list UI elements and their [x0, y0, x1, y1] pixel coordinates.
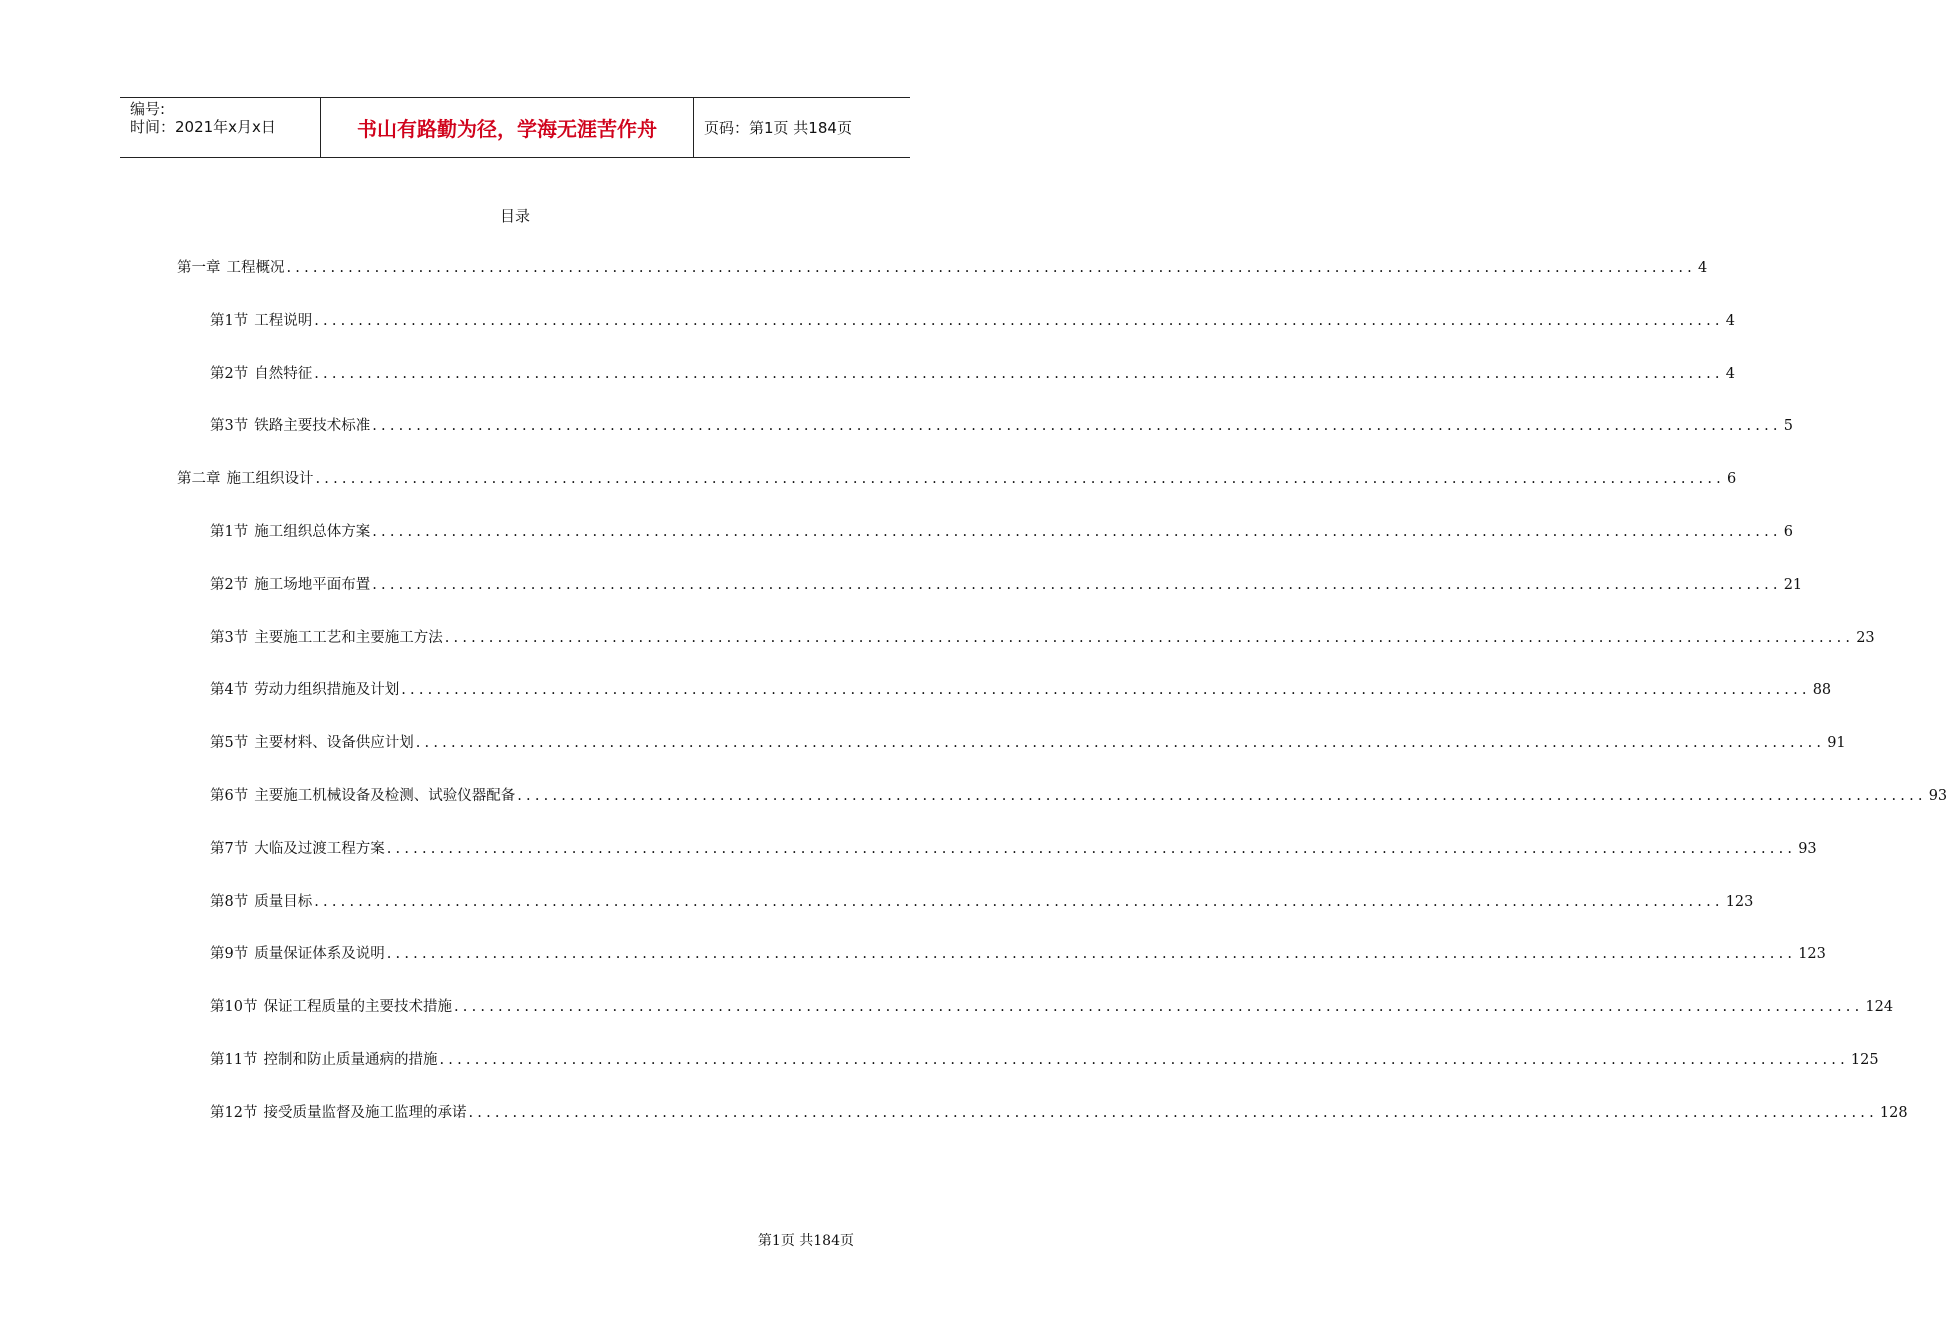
toc-leader-dots: ................................................................................................................................................................ — [415, 735, 1826, 751]
toc-entry-label — [210, 785, 515, 807]
toc-entry-page: 91 — [1827, 735, 1846, 751]
header-page-info: 页码：第1页 共184页 — [704, 119, 852, 137]
toc-section-entry[interactable] — [210, 521, 1793, 543]
toc-leader-dots: ................................................................................................................................................................ — [439, 1052, 1849, 1068]
toc-entry-number: 第3节 — [210, 418, 249, 434]
toc-leader-dots: ................................................................................................................................................................ — [314, 894, 1724, 910]
toc-entry-number: 第6节 — [210, 788, 249, 804]
toc-chapter-entry[interactable] — [177, 257, 1708, 279]
header-motto: 书山有路勤为径，学海无涯苦作舟 — [321, 98, 694, 157]
toc-leader-dots: ................................................................................................................................................................ — [468, 1105, 1878, 1121]
toc-section-entry[interactable] — [210, 627, 1875, 649]
toc-entry-label — [210, 996, 452, 1018]
toc-entry-label — [210, 943, 385, 965]
toc-entry-title: 铁路主要技术标准 — [254, 418, 371, 434]
toc-entry-label — [210, 363, 312, 385]
toc-leader-dots: ................................................................................................................................................................ — [286, 260, 1696, 276]
toc-entry-number: 第7节 — [210, 841, 249, 857]
toc-entry-title: 质量目标 — [254, 894, 313, 910]
toc-entry-label — [210, 679, 399, 701]
toc-entry-label — [177, 468, 314, 490]
number-label: 编号: — [130, 100, 166, 118]
toc-section-entry[interactable] — [210, 574, 1803, 596]
toc-entry-page: 4 — [1697, 260, 1708, 276]
toc-entry-page: 93 — [1928, 788, 1947, 804]
toc-entry-title: 主要施工工艺和主要施工方法 — [254, 630, 443, 646]
toc-entry-number: 第12节 — [210, 1105, 258, 1121]
toc-entry-page: 4 — [1725, 313, 1735, 329]
toc-entry-title: 保证工程质量的主要技术措施 — [263, 999, 452, 1015]
toc-leader-dots: ................................................................................................................................................................ — [314, 366, 1724, 382]
toc-title: 目录 — [499, 207, 530, 225]
toc-entry-title: 劳动力组织措施及计划 — [254, 682, 400, 698]
toc-section-entry[interactable] — [210, 943, 1826, 965]
toc-entry-label — [210, 1102, 466, 1124]
toc-entry-number: 第5节 — [210, 735, 249, 751]
toc-entry-page: 88 — [1812, 682, 1832, 698]
toc-entry-number: 第1节 — [210, 524, 249, 540]
toc-entry-page: 23 — [1856, 630, 1875, 646]
toc-section-entry[interactable] — [210, 891, 1754, 913]
toc-leader-dots: ................................................................................................................................................................ — [372, 524, 1782, 540]
toc-entry-title: 施工组织设计 — [226, 471, 314, 487]
toc-entry-number: 第10节 — [210, 999, 258, 1015]
toc-leader-dots: ................................................................................................................................................................ — [517, 788, 1927, 804]
toc-entry-page: 6 — [1783, 524, 1793, 540]
toc-entry-page: 6 — [1726, 471, 1737, 487]
toc-entry-title: 自然特征 — [254, 366, 313, 382]
toc-entry-title: 工程说明 — [254, 313, 313, 329]
toc-entry-label — [210, 1049, 437, 1071]
toc-section-entry[interactable] — [210, 415, 1793, 437]
toc-section-entry[interactable] — [210, 732, 1846, 754]
toc-entry-page: 128 — [1879, 1105, 1908, 1121]
footer-page-info: 第1页 共184页 — [757, 1233, 854, 1249]
toc-leader-dots: ................................................................................................................................................................ — [314, 313, 1724, 329]
toc-entry-label — [210, 838, 385, 860]
toc-entry-number: 第一章 — [177, 260, 221, 276]
toc-leader-dots: ................................................................................................................................................................ — [401, 682, 1811, 698]
toc-entry-page: 123 — [1725, 894, 1754, 910]
toc-entry-page: 21 — [1783, 577, 1803, 593]
toc-entry-title: 控制和防止质量通病的措施 — [263, 1052, 438, 1068]
toc-entry-label — [210, 732, 414, 754]
toc-entry-title: 接受质量监督及施工监理的承诺 — [263, 1105, 467, 1121]
toc-entry-label — [210, 891, 312, 913]
toc-entry-number: 第9节 — [210, 946, 249, 962]
toc-entry-label — [210, 521, 370, 543]
toc-entry-title: 工程概况 — [226, 260, 285, 276]
toc-leader-dots: ................................................................................................................................................................ — [386, 841, 1797, 857]
toc-leader-dots: ................................................................................................................................................................ — [372, 577, 1782, 593]
toc-entry-number: 第11节 — [210, 1052, 258, 1068]
toc-section-entry[interactable] — [210, 838, 1817, 860]
toc-entry-label — [177, 257, 285, 279]
toc-entry-label — [210, 627, 443, 649]
toc-leader-dots: ................................................................................................................................................................ — [372, 418, 1782, 434]
toc-entry-number: 第3节 — [210, 630, 249, 646]
toc-section-entry[interactable] — [210, 310, 1735, 332]
toc-section-entry[interactable] — [210, 785, 1947, 807]
toc-entry-number: 第1节 — [210, 313, 249, 329]
toc-entry-number: 第2节 — [210, 577, 249, 593]
toc-entry-page: 5 — [1783, 418, 1793, 434]
toc-entry-title: 施工组织总体方案 — [254, 524, 371, 540]
toc-entry-title: 主要施工机械设备及检测、试验仪器配备 — [254, 788, 516, 804]
toc-section-entry[interactable] — [210, 996, 1894, 1018]
time-label: 时间：2021年x月x日 — [130, 118, 276, 136]
toc-entry-number: 第2节 — [210, 366, 249, 382]
toc-entry-title: 质量保证体系及说明 — [254, 946, 385, 962]
toc-entry-page: 4 — [1725, 366, 1735, 382]
toc-entry-title: 大临及过渡工程方案 — [254, 841, 385, 857]
toc-entry-title: 施工场地平面布置 — [254, 577, 371, 593]
toc-leader-dots: ................................................................................................................................................................ — [453, 999, 1864, 1015]
toc-entry-page: 124 — [1865, 999, 1894, 1015]
toc-entry-label — [210, 310, 312, 332]
toc-section-entry[interactable] — [210, 1102, 1908, 1124]
toc-leader-dots: ................................................................................................................................................................ — [315, 471, 1725, 487]
toc-entry-label — [210, 415, 370, 437]
toc-entry-label — [210, 574, 370, 596]
toc-entry-number: 第二章 — [177, 471, 221, 487]
toc-section-entry[interactable] — [210, 679, 1832, 701]
toc-section-entry[interactable] — [210, 1049, 1879, 1071]
toc-entry-number: 第8节 — [210, 894, 249, 910]
toc-entry-page: 125 — [1850, 1052, 1879, 1068]
toc-leader-dots: ................................................................................................................................................................ — [386, 946, 1797, 962]
toc-leader-dots: ................................................................................................................................................................ — [444, 630, 1855, 646]
toc-entry-title: 主要材料、设备供应计划 — [254, 735, 414, 751]
toc-entry-number: 第4节 — [210, 682, 249, 698]
toc-entry-page: 93 — [1798, 841, 1817, 857]
toc-chapter-entry[interactable] — [177, 468, 1737, 490]
toc-section-entry[interactable] — [210, 363, 1735, 385]
toc-entry-page: 123 — [1798, 946, 1826, 962]
